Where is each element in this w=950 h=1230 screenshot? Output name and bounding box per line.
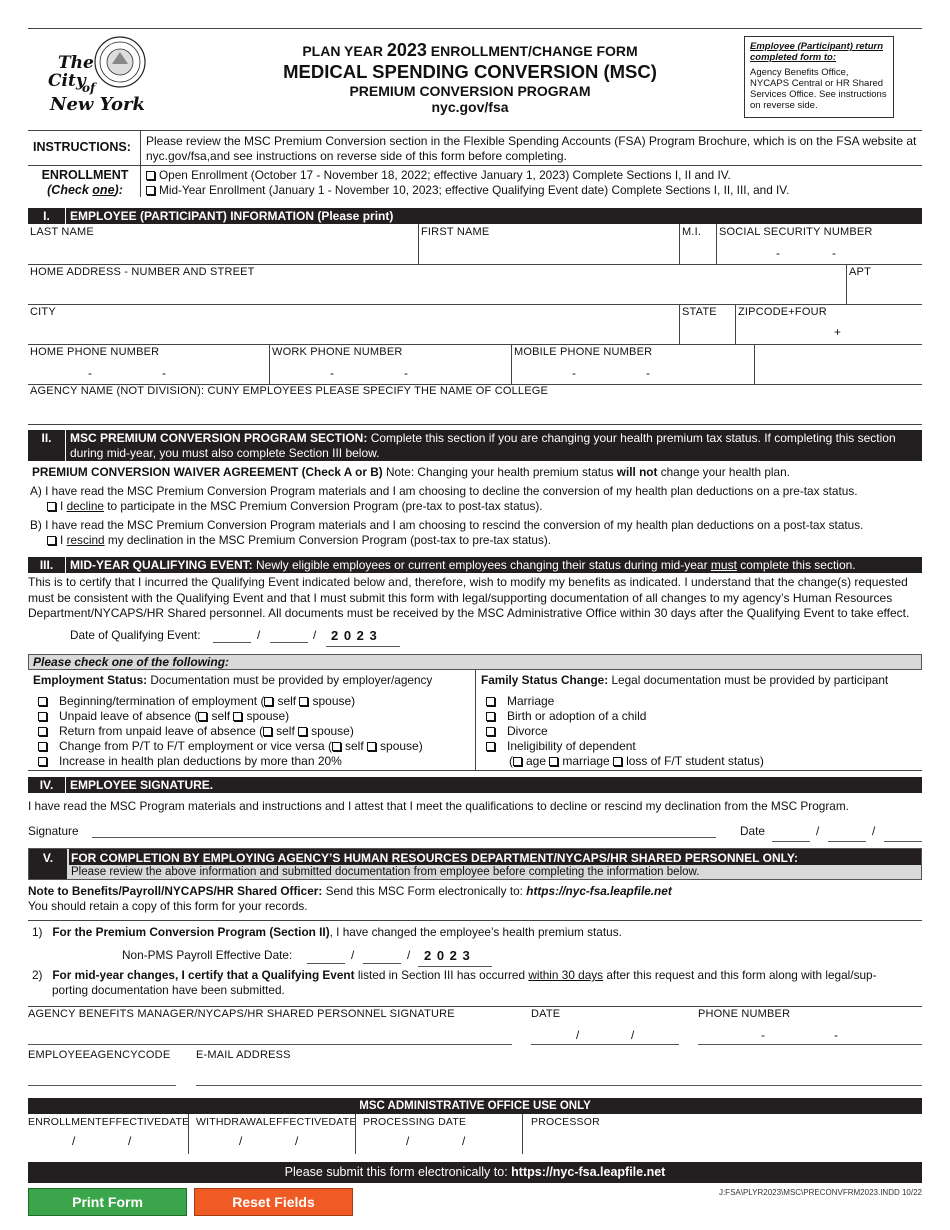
sig-day-field[interactable] [828,841,866,842]
return-body: Agency Benefits Office, NYCAPS Central or HR Shared Services Office. See instructions on reverse side. [750,67,887,111]
agency-phone-label: PHONE NUMBER [698,1008,791,1020]
slash: / [257,628,261,642]
emp-option-increase[interactable]: Increase in health plan deductions by more than 20% [38,754,423,769]
emp-ptft-checkbox[interactable] [38,742,47,751]
employment-options [38,694,423,769]
emp-option-begin-end[interactable]: Beginning/termination of employment ( self spouse) [38,694,423,709]
emp-increase-checkbox[interactable] [38,757,47,766]
open-enrollment-checkbox[interactable] [146,171,155,180]
section3-header: III. MID-YEAR QUALIFYING EVENT: Newly eligible employees or current employees changing their status during mid-year must complete this section. [28,557,922,573]
agency-name-label: AGENCY NAME (NOT DIVISION): CUNY EMPLOYEES PLEASE SPECIFY THE NAME OF COLLEGE [30,385,549,397]
emp-begin-end-checkbox[interactable] [38,697,47,706]
option-a-check[interactable]: I decline to participate in the MSC Premium Conversion Program (pre-tax to post-tax status). [47,499,543,513]
emp-ptft-self-checkbox[interactable] [332,742,341,751]
fam-option-divorce[interactable]: Divorce [486,724,764,739]
return-title: Employee (Participant) return completed form to: [750,41,884,63]
fam-birth-checkbox[interactable] [486,712,495,721]
work-phone-field[interactable] [272,360,508,382]
office-use-header [28,1098,922,1114]
slash: / [631,1028,635,1042]
slash: / [128,1134,132,1148]
option-a-text: A) I have read the MSC Premium Conversion Program materials and I am choosing to decline the conversion of my health plan deductions on a pre-tax status. [30,484,858,498]
home-phone-label: HOME PHONE NUMBER [30,346,160,358]
form-type: ENROLLMENT/CHANGE FORM [430,43,638,59]
slash: / [295,1134,299,1148]
print-form-button[interactable]: Print Form [28,1188,187,1216]
fam-option-marriage[interactable]: Marriage [486,694,764,709]
emp-agency-code-label: EMPLOYEEAGENCYCODE [28,1049,171,1061]
slash: / [72,1134,76,1148]
section1-header [28,208,922,224]
check-one-label: Please check one of the following: [33,655,230,669]
family-options [486,694,764,769]
emp-return-checkbox[interactable] [38,727,47,736]
employment-status-heading: Employment Status: Documentation must be provided by employer/agency [33,673,433,687]
section4-header [28,777,922,793]
fam-ineligibility-reasons: ( age marriage loss of F/T student status) [509,754,764,768]
submit-text: Please submit this form electronically to: [284,1165,512,1179]
emp-return-self-checkbox[interactable] [263,727,272,736]
state-label: STATE [682,306,717,318]
payroll-year: 2 0 2 3 [424,948,471,963]
dash: - [761,1028,765,1042]
rescind-checkbox[interactable] [47,536,56,545]
certify-paragraph: This is to certify that I incurred the Qualifying Event indicated below and, therefore, wish to modify my benefits as indicated. I understand that the change(s) requested must be consistent with the Qualifying Event and that I must submit this form with legal/supporting documentation of all changes to my agency’s Human Resources Department/NYCAPS/HR Shared personnel. All documents must be received by the MSC Administrative Office within 30 days after the Qualifying Event to take effect. [28,575,910,620]
emp-ptft-spouse-checkbox[interactable] [367,742,376,751]
reset-fields-button[interactable]: Reset Fields [194,1188,353,1216]
section4-number: IV. [28,777,66,793]
return-box [744,36,894,118]
zip-plus: + [834,325,841,339]
email-field[interactable] [196,1085,922,1086]
mi-field[interactable] [682,240,714,262]
check-one-bar [28,654,922,670]
home-phone-field[interactable] [30,360,266,382]
emp-option-unpaid[interactable]: Unpaid leave of absence ( self spouse) [38,709,423,724]
sig-month-field[interactable] [772,841,810,842]
submit-url[interactable]: https://nyc-fsa.leapfile.net [511,1165,666,1179]
submit-banner [28,1162,922,1183]
emp-begin-self-checkbox[interactable] [264,697,273,706]
emp-option-return[interactable]: Return from unpaid leave of absence ( self spouse) [38,724,423,739]
work-phone-dash-1: - [330,366,334,380]
processor-label: PROCESSOR [531,1116,600,1128]
ssn-dash-2: - [832,246,836,260]
work-phone-dash-2: - [404,366,408,380]
section1-number: I. [28,208,66,224]
waiver-agreement-heading: PREMIUM CONVERSION WAIVER AGREEMENT (Check A or B) Note: Changing your health premium status will not change your health plan. [32,465,790,479]
section2-title: MSC PREMIUM CONVERSION PROGRAM SECTION: [70,431,368,445]
slash: / [576,1028,580,1042]
first-name-label: FIRST NAME [421,226,490,238]
emp-begin-spouse-checkbox[interactable] [299,697,308,706]
plan-year-prefix: PLAN YEAR [302,43,383,59]
marriage-checkbox[interactable] [549,757,558,766]
option-b-check[interactable]: I rescind my declination in the MSC Premium Conversion Program (post-tax to pre-tax status). [47,533,551,547]
enrollment-label: ENROLLMENT [41,168,129,182]
withdraw-effective-label: WITHDRAWALEFFECTIVEDATE [196,1116,357,1128]
office-use-title: MSC ADMINISTRATIVE OFFICE USE ONLY [359,1100,591,1112]
apt-field[interactable] [849,280,919,302]
agency-date-label: DATE [531,1008,561,1020]
slash: / [239,1134,243,1148]
ssn-dash-1: - [776,246,780,260]
mi-label: M.I. [682,226,702,238]
fam-marriage-checkbox[interactable] [486,697,495,706]
section2-number: II. [28,430,66,461]
last-name-field[interactable] [30,240,418,262]
retain-note: You should retain a copy of this form for your records. [28,899,308,913]
mobile-phone-dash-1: - [572,366,576,380]
fam-option-ineligibility[interactable]: Ineligibility of dependent [486,739,764,754]
officer-note: Note to Benefits/Payroll/NYCAPS/HR Shared Officer: Send this MSC Form electronically to: https://nyc-fsa.leapfile.net [28,884,672,898]
open-enrollment-option[interactable]: Open Enrollment (October 17 - November 18, 2022; effective January 1, 2023) Complete Sections I, II and IV. [146,168,731,182]
instructions-label: INSTRUCTIONS: [33,140,131,154]
fam-divorce-checkbox[interactable] [486,727,495,736]
fam-ineligible-checkbox[interactable] [486,742,495,751]
form-title: MEDICAL SPENDING CONVERSION (MSC) [283,61,657,82]
enroll-effective-label: ENROLLMENTEFFECTIVEDATE [28,1116,190,1128]
loss-student-checkbox[interactable] [613,757,622,766]
agency-date-field[interactable] [531,1044,679,1045]
form-url: nyc.gov/fsa [431,99,509,115]
section3-number: III. [28,557,66,573]
work-phone-label: WORK PHONE NUMBER [272,346,403,358]
section5-subtitle: Please review the above information and submitted documentation from employee before completing the information below. [71,866,700,878]
mobile-phone-label: MOBILE PHONE NUMBER [514,346,653,358]
decline-checkbox[interactable] [47,502,56,511]
emp-unpaid-spouse-checkbox[interactable] [233,712,242,721]
section4-title: EMPLOYEE SIGNATURE. [70,778,214,792]
item2: 2) For mid-year changes, I certify that a Qualifying Event listed in Section III has occurred within 30 days after this request and this form along with legal/sup- porting documentation have been submitted. [32,968,877,997]
section5-title: FOR COMPLETION BY EMPLOYING AGENCY’S HUMAN RESOURCES DEPARTMENT/NYCAPS/HR SHARED PERSONNEL ONLY: [71,851,798,865]
emp-agency-code-field[interactable] [28,1085,176,1086]
last-name-label: LAST NAME [30,226,94,238]
midyear-enrollment-option[interactable]: Mid-Year Enrollment (January 1 - November 10, 2023; effective Qualifying Event date) Complete Sections I, II, III, and IV. [146,183,789,197]
fam-option-birth[interactable]: Birth or adoption of a child [486,709,764,724]
svg-text:The: The [58,53,94,73]
date-label: Date [740,824,765,838]
section1-title: EMPLOYEE (PARTICIPANT) INFORMATION (Please print) [70,209,394,223]
apt-label: APT [849,266,871,278]
plan-year: 2023 [386,40,427,60]
emp-unpaid-checkbox[interactable] [38,712,47,721]
signature-label: Signature [28,824,79,838]
mobile-phone-dash-2: - [646,366,650,380]
sig-year-field[interactable] [884,841,922,842]
slash: / [407,948,411,962]
slash: / [872,824,876,838]
home-phone-dash-1: - [88,366,92,380]
option-b-text: B) I have read the MSC Premium Conversion Program materials and I am choosing to rescind the conversion of my health plan deductions on a post-tax status. [30,518,864,532]
payroll-day-field[interactable] [363,963,401,964]
form-subtitle: PREMIUM CONVERSION PROGRAM [349,83,591,99]
attest-text: I have read the MSC Program materials and instructions and I attest that I meet the qualifications to decline or rescind my declination from the MSC Program. [28,799,849,813]
nyc-logo [44,34,154,118]
home-address-field[interactable] [30,280,842,302]
state-field[interactable] [682,320,732,342]
family-status-heading: Family Status Change: Legal documentation must be provided by participant [481,673,889,687]
item1: 1) For the Premium Conversion Program (Section II), I have changed the employee’s health premium status. [32,925,622,939]
emp-option-pt-ft[interactable]: Change from P/T to F/T employment or vice versa ( self spouse) [38,739,423,754]
agency-name-field[interactable] [30,400,919,422]
dash: - [834,1028,838,1042]
slash: / [816,824,820,838]
qualifying-date-label: Date of Qualifying Event: [70,628,201,642]
slash: / [313,628,317,642]
instructions-text: Please review the MSC Premium Conversion section in the Flexible Spending Accounts (FSA) Program Brochure, which is on the FSA website at nyc.gov/fsa,and see instructions on reverse side of this form before completing. [146,134,917,163]
first-name-field[interactable] [421,240,678,262]
section3-title: MID-YEAR QUALIFYING EVENT: [70,558,253,572]
signature-field[interactable] [92,837,716,838]
svg-text:City: City [48,71,86,91]
home-phone-dash-2: - [162,366,166,380]
svg-text:New York: New York [50,94,145,115]
agency-signature-label: AGENCY BENEFITS MANAGER/NYCAPS/HR SHARED PERSONNEL SIGNATURE [28,1008,455,1020]
svg-text:of: of [82,81,96,95]
age-checkbox[interactable] [513,757,522,766]
slash: / [351,948,355,962]
qualifying-day-field[interactable] [270,642,308,643]
section5-number: V. [29,849,67,879]
ssn-field[interactable] [719,240,919,262]
zip-field[interactable] [738,320,919,342]
mobile-phone-field[interactable] [514,360,750,382]
qualifying-month-field[interactable] [213,642,251,643]
email-label: E-MAIL ADDRESS [196,1049,291,1061]
section2-title-rest: Complete this section if you are changing your health premium tax status. If completing this section [367,431,896,445]
payroll-date-label: Non-PMS Payroll Effective Date: [122,948,293,962]
payroll-month-field[interactable] [307,963,345,964]
section2-title-line2: during mid-year, you must also complete Section III below. [70,446,380,460]
agency-signature-field[interactable] [28,1044,512,1045]
city-field[interactable] [30,320,676,342]
slash: / [406,1134,410,1148]
emp-return-spouse-checkbox[interactable] [298,727,307,736]
section2-header [28,430,922,461]
midyear-enrollment-checkbox[interactable] [146,186,155,195]
zip-label: ZIPCODE+FOUR [738,306,827,318]
qualifying-year: 2 0 2 3 [331,628,378,643]
section5-header [28,848,922,880]
enrollment-sublabel: (Check one): [47,183,123,197]
agency-phone-field[interactable] [698,1044,922,1045]
home-address-label: HOME ADDRESS - NUMBER AND STREET [30,266,255,278]
file-code: J:FSA\PLYR2023\MSC\PRECONVFRM2023.INDD 10/22 [718,1188,922,1197]
ssn-label: SOCIAL SECURITY NUMBER [719,226,873,238]
processing-date-label: PROCESSING DATE [363,1116,467,1128]
emp-unpaid-self-checkbox[interactable] [198,712,207,721]
slash: / [462,1134,466,1148]
city-label: CITY [30,306,56,318]
